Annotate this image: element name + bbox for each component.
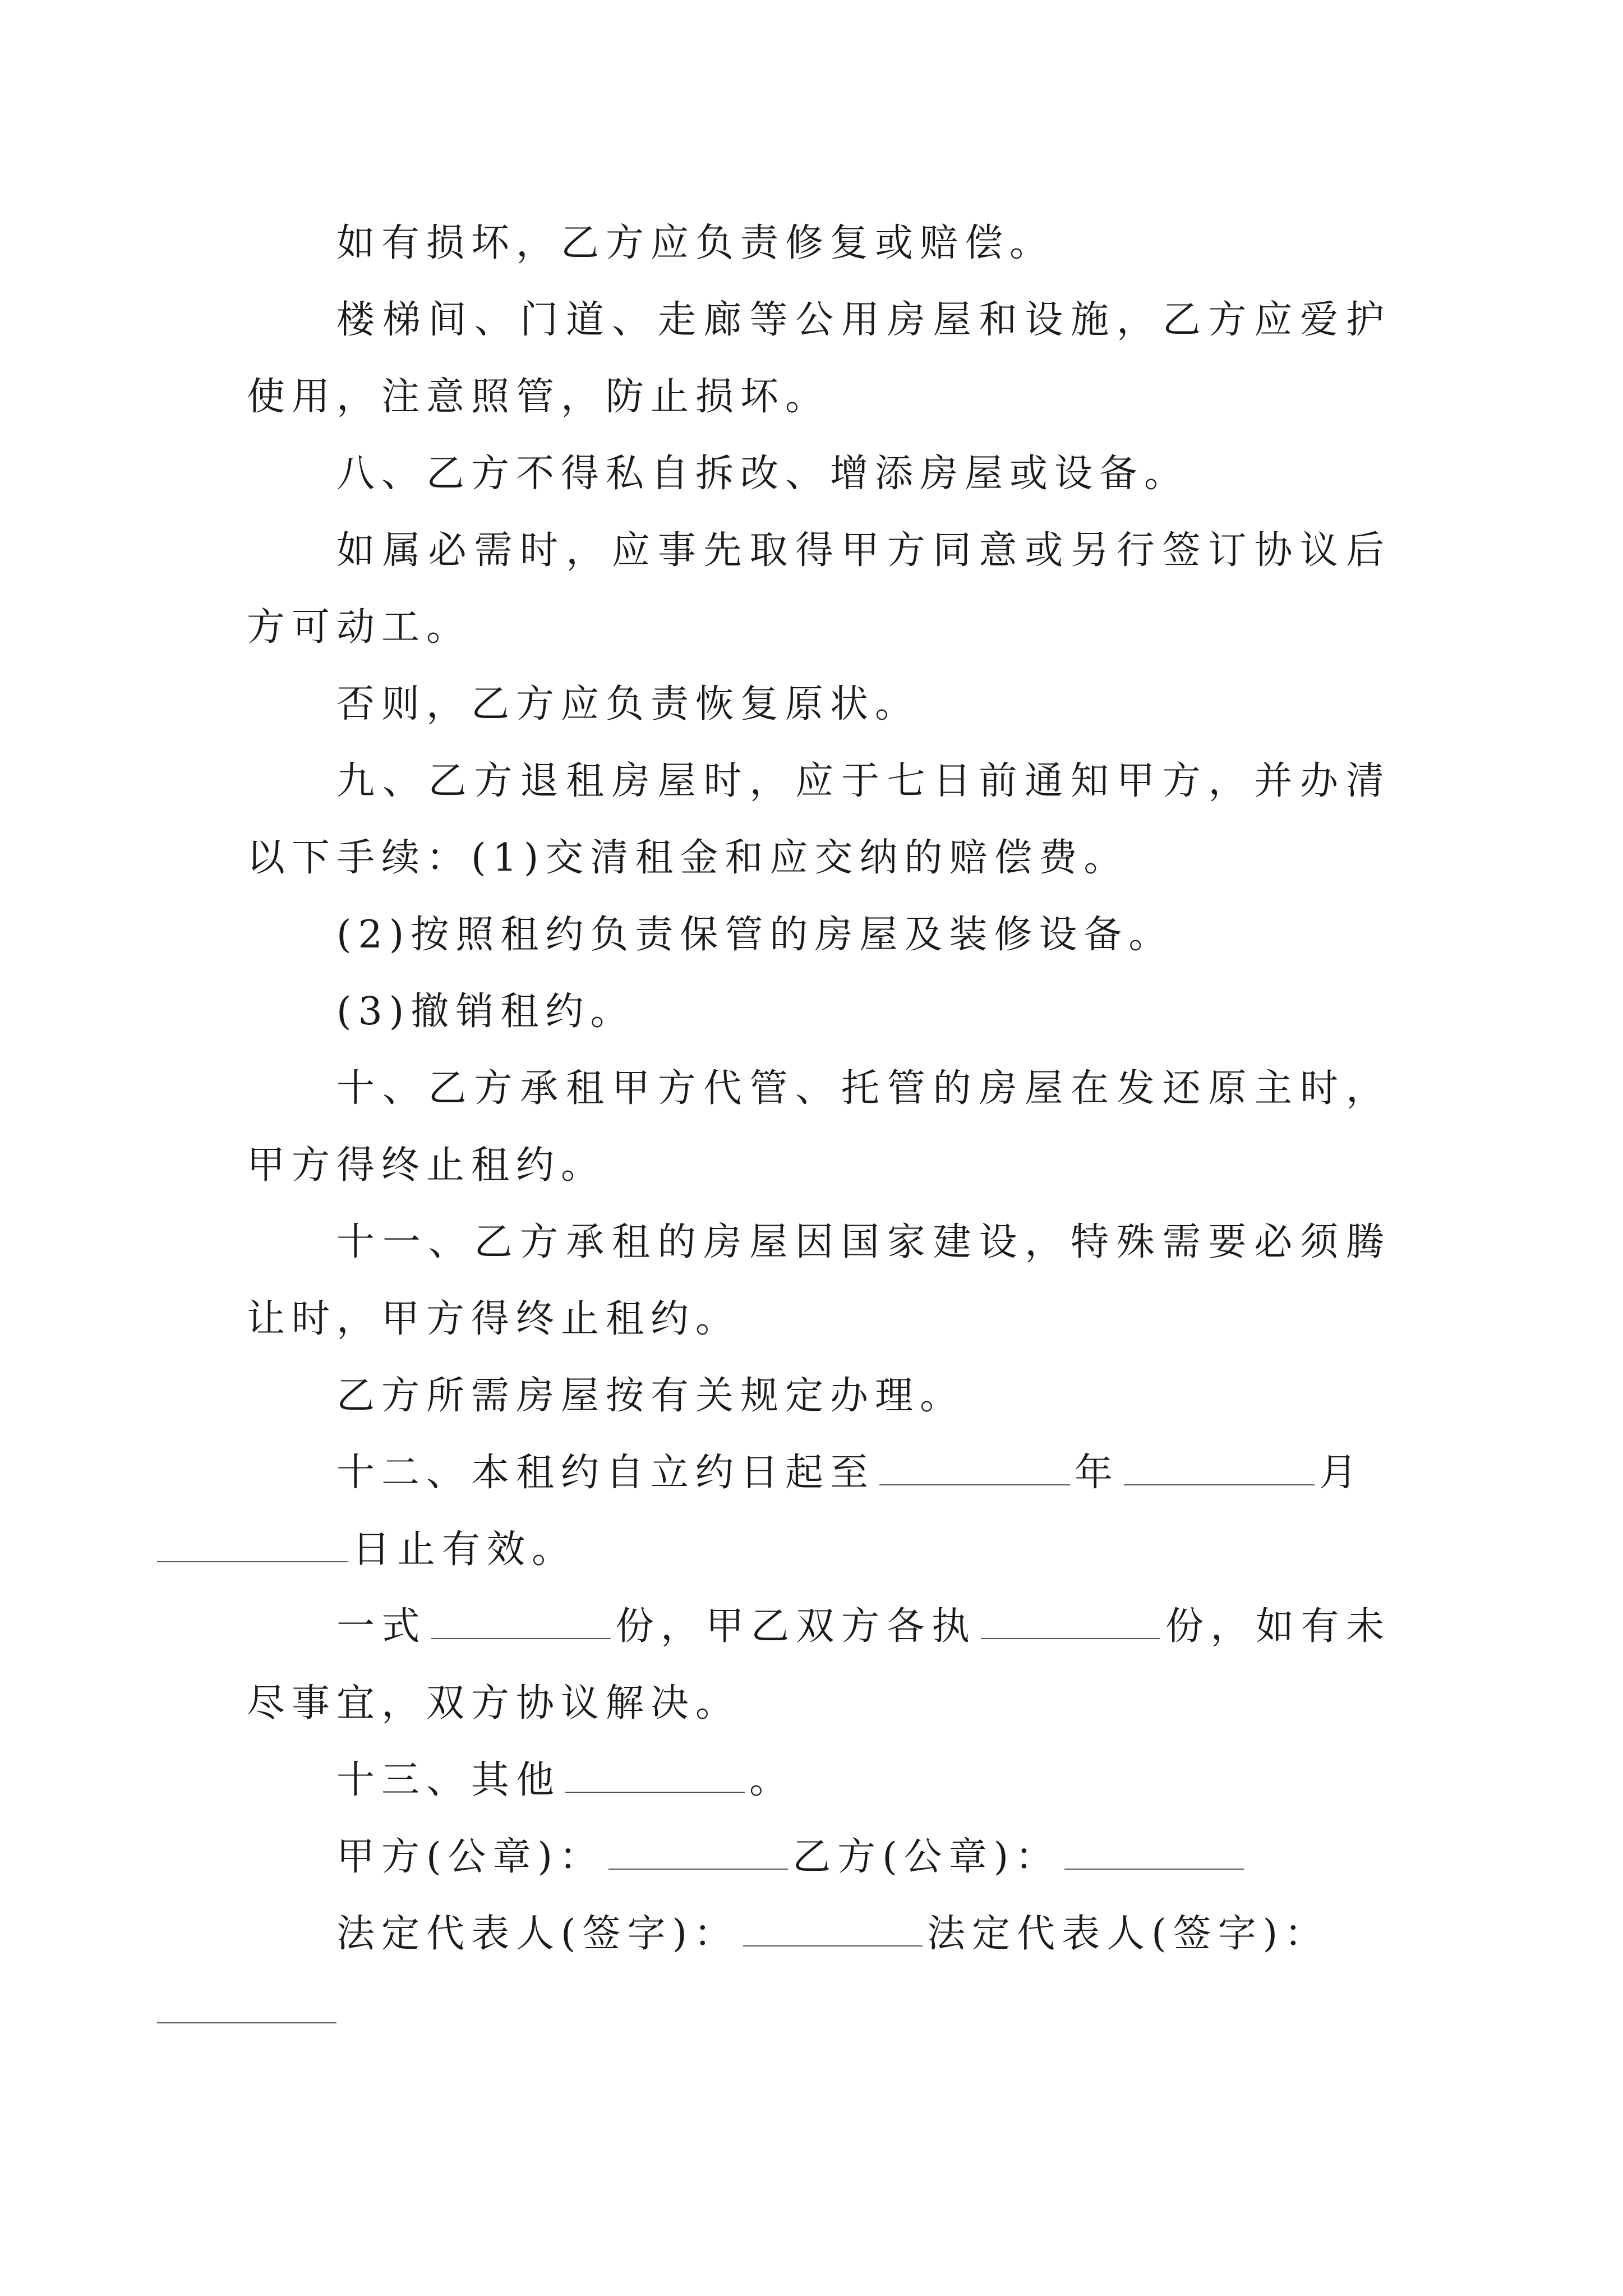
rep-a-blank[interactable] — [743, 1907, 923, 1947]
party-a-seal-blank[interactable] — [608, 1830, 788, 1870]
seal-line — [247, 1819, 1391, 1895]
month-blank[interactable] — [1124, 1446, 1315, 1485]
paragraph: 如有损坏，乙方应负责修复或赔偿。 — [336, 221, 1055, 265]
other-prefix: 十三、其他 — [336, 1758, 561, 1802]
other-suffix: 。 — [749, 1758, 795, 1802]
document-body — [247, 205, 1391, 2049]
paragraph: (2)按照租约负责保管的房屋及装修设备。 — [336, 913, 1174, 957]
copies-mid: 份，甲乙双方各执 — [615, 1604, 977, 1649]
paragraph: 如属必需时，应事先取得甲方同意或另行签订协议后方可动工。 — [247, 528, 1391, 650]
copies-prefix: 一式 — [336, 1604, 427, 1649]
representative-line — [247, 1895, 1391, 2049]
other-clause — [247, 1742, 1391, 1819]
paragraph: 十一、乙方承租的房屋因国家建设，特殊需要必须腾让时，甲方得终止租约。 — [247, 1220, 1391, 1341]
rep-b-label: 法定代表人(签字)： — [927, 1912, 1330, 1956]
year-label: 年 — [1075, 1451, 1120, 1495]
month-label: 月 — [1319, 1451, 1364, 1495]
validity-suffix: 日止有效。 — [352, 1527, 577, 1572]
day-blank[interactable] — [157, 1523, 348, 1562]
validity-prefix: 十二、本租约自立约日起至 — [336, 1451, 875, 1495]
party-b-seal-label: 乙方(公章)： — [792, 1835, 1061, 1879]
party-a-seal-label: 甲方(公章)： — [336, 1835, 605, 1879]
paragraph: 乙方所需房屋按有关规定办理。 — [336, 1374, 965, 1418]
rep-a-label: 法定代表人(签字)： — [336, 1912, 739, 1956]
paragraph: 九、乙方退租房屋时，应于七日前通知甲方，并办清以下手续：(1)交清租金和应交纳的赔偿费。 — [247, 759, 1391, 880]
rep-b-blank[interactable] — [157, 1984, 336, 2023]
paragraph: (3)撤销租约。 — [336, 990, 635, 1034]
paragraph: 八、乙方不得私自拆改、增添房屋或设备。 — [336, 452, 1189, 496]
paragraph: 楼梯间、门道、走廊等公用房屋和设施，乙方应爱护使用，注意照管，防止损坏。 — [247, 298, 1391, 419]
other-blank[interactable] — [565, 1754, 745, 1793]
paragraph: 十、乙方承租甲方代管、托管的房屋在发还原主时，甲方得终止租约。 — [247, 1066, 1391, 1188]
validity-clause — [247, 1434, 1391, 1588]
party-b-seal-blank[interactable] — [1064, 1830, 1244, 1870]
paragraph: 否则，乙方应负责恢复原状。 — [336, 682, 920, 726]
total-copies-blank[interactable] — [431, 1600, 611, 1639]
each-copies-blank[interactable] — [981, 1600, 1160, 1639]
copies-clause — [247, 1588, 1391, 1742]
year-blank[interactable] — [879, 1446, 1070, 1485]
copies-suffix: 份，如有未尽事宜，双方协议解决。 — [247, 1604, 1391, 1726]
